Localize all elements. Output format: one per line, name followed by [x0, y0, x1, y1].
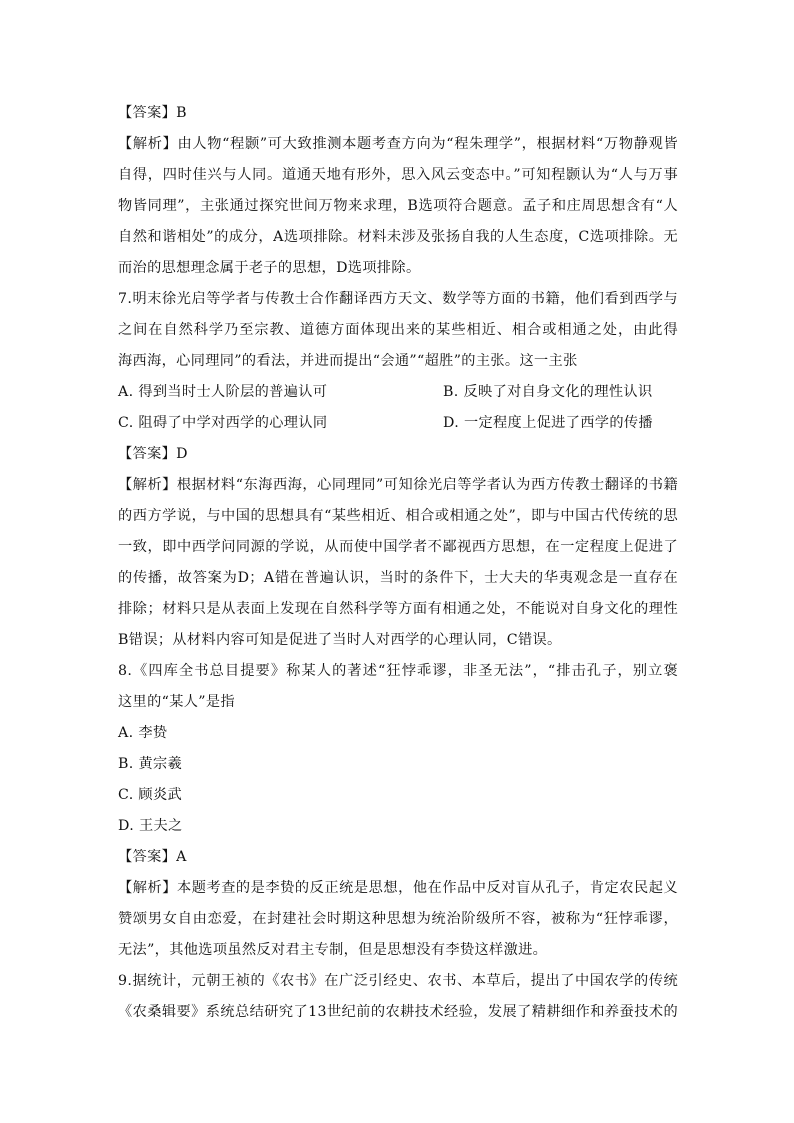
analysis-8-line-2: 赞颂男女自由恋爱，在封建社会时期这种思想为统治阶级所不容，被称为“狂悖乖谬， — [118, 911, 678, 927]
analysis-8-line-3: 无法”，其他选项虽然反对君主专制，但是思想没有李贽这样激进。 — [118, 942, 548, 958]
analysis-7-line-6: B错误；从材料内容可知是促进了当时人对西学的心理认同，C错误。 — [118, 632, 562, 648]
analysis-6-line-5: 而治的思想理念属于老子的思想，D选项排除。 — [118, 260, 421, 276]
option-a: A. 得到当时士人阶层的普遍认可 — [118, 384, 328, 400]
analysis-7-line-5: 排除；材料只是从表面上发现在自然科学等方面有相通之处，不能说对自身文化的理性 — [118, 601, 678, 617]
analysis-7-line-4: 的传播，故答案为D；A错在普遍认识，当时的条件下，士大夫的华夷观念是一直存在 — [118, 570, 678, 586]
question-8-option-b: B. 黄宗羲 — [118, 756, 183, 772]
option-b: B. 反映了对自身文化的理性认识 — [443, 384, 653, 400]
question-7-line-1: 7.明末徐光启等学者与传教士合作翻译西方天文、数学等方面的书籍，他们看到西学与 — [118, 291, 678, 307]
answer-7: 【答案】D — [118, 446, 188, 462]
analysis-8-line-1: 【解析】本题考查的是李贽的反正统是思想，他在作品中反对盲从孔子，肯定农民起义 — [118, 880, 678, 896]
analysis-7-line-2: 的西方学说，与中国的思想具有“某些相近、相合或相通之处”，即与中国古代传统的思 — [118, 508, 678, 524]
analysis-6-line-2: 自得，四时佳兴与人同。道通天地有形外，思入风云变态中。”可知程颢认为“人与万事 — [118, 167, 678, 183]
question-8-option-c: C. 顾炎武 — [118, 787, 183, 803]
question-7-line-3: 海西海，心同理同”的看法，并进而提出“会通”“超胜”的主张。这一主张 — [118, 353, 578, 369]
question-9-line-1: 9.据统计，元朝王祯的《农书》在广泛引经史、农书、本草后，提出了中国农学的传统 — [118, 973, 678, 989]
question-8-line-1: 8.《四库全书总目提要》称某人的著述“狂悖乖谬，非圣无法”，“排击孔子，别立褒 — [118, 663, 678, 679]
document-page — [118, 98, 678, 1028]
question-7-options-row-1 — [118, 377, 678, 408]
answer-8: 【答案】A — [118, 849, 187, 865]
answer-6: 【答案】B — [118, 105, 187, 121]
question-9-line-2: 《农桑辑要》系统总结研究了13世纪前的农耕技术经验，发展了精耕细作和养蚕技术的 — [118, 1004, 678, 1020]
analysis-6-line-4: 自然和谐相处”的成分，A选项排除。材料未涉及张扬自我的人生态度，C选项排除。无 — [118, 229, 678, 245]
question-7-options-row-2 — [118, 408, 678, 439]
option-d: D. 一定程度上促进了西学的传播 — [443, 415, 653, 431]
analysis-7-line-3: 一致，即中西学问同源的学说，从而使中国学者不鄙视西方思想，在一定程度上促进了 — [118, 539, 678, 555]
option-c: C. 阻碍了中学对西学的心理认同 — [118, 415, 328, 431]
question-8-line-2: 这里的“某人”是指 — [118, 694, 235, 710]
question-8-option-a: A. 李贽 — [118, 725, 168, 741]
question-7-line-2: 之间在自然科学乃至宗教、道德方面体现出来的某些相近、相合或相通之处，由此得 — [118, 322, 678, 338]
analysis-7-line-1: 【解析】根据材料“东海西海，心同理同”可知徐光启等学者认为西方传教士翻译的书籍 — [118, 477, 678, 493]
analysis-6-line-1: 【解析】由人物“程颢”可大致推测本题考查方向为“程朱理学”，根据材料“万物静观皆 — [118, 136, 678, 152]
question-8-option-d: D. 王夫之 — [118, 818, 183, 834]
analysis-6-line-3: 物皆同理”，主张通过探究世间万物来求理，B选项符合题意。孟子和庄周思想含有“人 — [118, 198, 678, 214]
